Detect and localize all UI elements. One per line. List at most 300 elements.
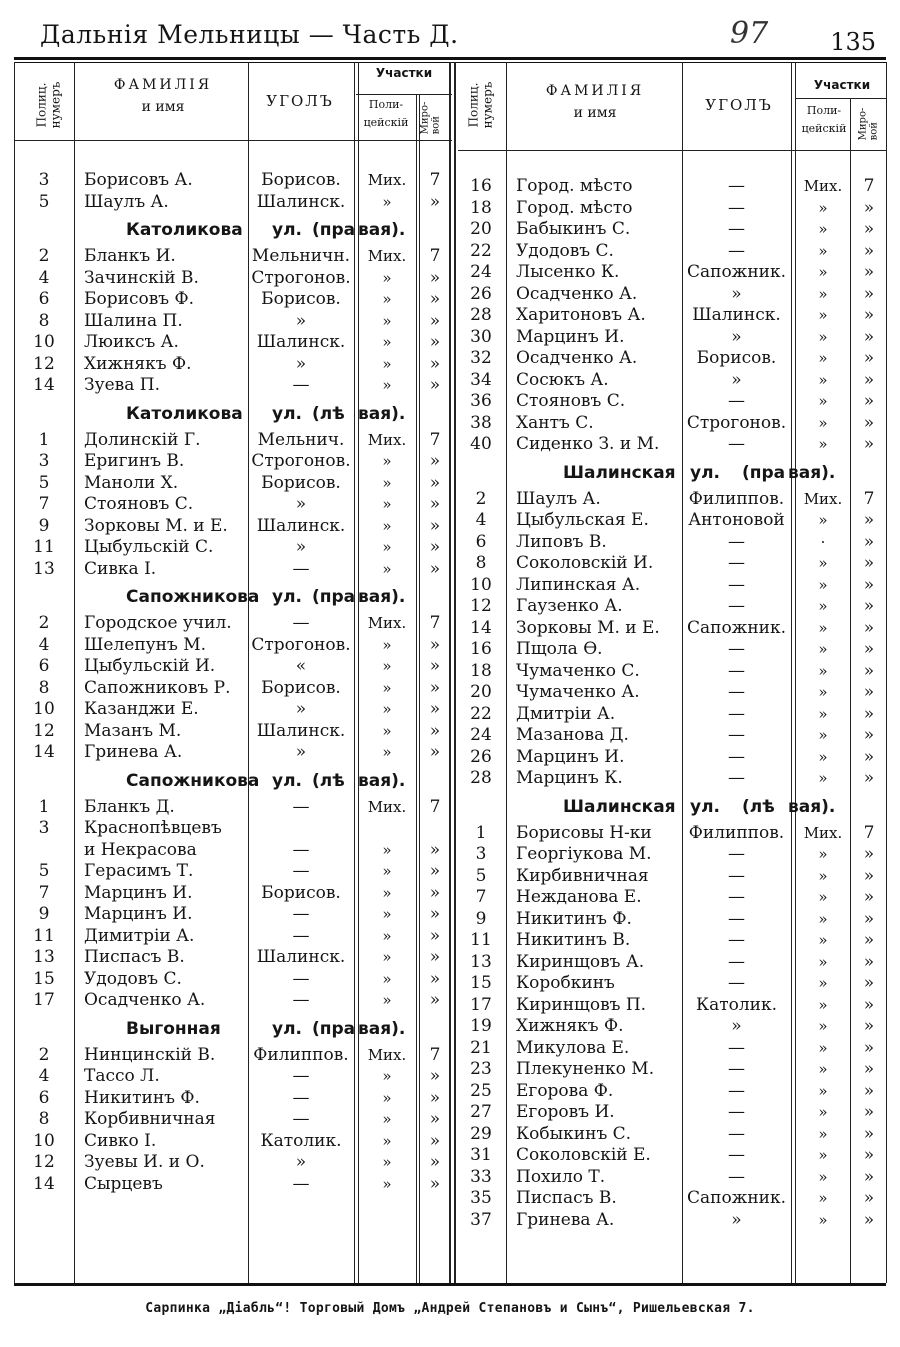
- house-number: 11: [33, 925, 55, 946]
- police-precinct: »: [382, 1174, 392, 1193]
- peace-precinct: »: [863, 703, 875, 724]
- peace-precinct: »: [429, 451, 441, 471]
- peace-precinct: »: [429, 494, 441, 514]
- corner-street: Антоновой: [688, 510, 785, 530]
- police-precinct: Мих.: [367, 247, 407, 265]
- police-precinct: »: [382, 290, 392, 308]
- police-precinct: »: [818, 747, 828, 766]
- corner-street: »: [731, 326, 742, 347]
- police-precinct: »: [818, 392, 828, 410]
- peace-precinct: »: [863, 1123, 875, 1144]
- resident-name: Город. мѣсто: [516, 176, 633, 196]
- resident-name: Марцинъ К.: [516, 768, 623, 788]
- corner-street: —: [292, 558, 310, 579]
- peace-precinct: »: [863, 412, 875, 433]
- police-precinct: »: [382, 862, 392, 880]
- house-number: 10: [33, 332, 55, 352]
- corner-street: Мельнич.: [257, 429, 345, 450]
- peace-precinct: »: [429, 742, 441, 762]
- resident-name: Сивко І.: [84, 1130, 157, 1151]
- street-heading-part: вая).: [358, 403, 406, 424]
- house-number: 8: [38, 677, 50, 698]
- street-heading-part: ул.: [690, 462, 720, 483]
- house-number: 9: [38, 515, 50, 536]
- house-number: 18: [470, 197, 492, 218]
- house-number: 1: [38, 796, 50, 817]
- resident-name: Коробкинъ: [516, 973, 615, 993]
- street-heading-part: ул.: [272, 1018, 302, 1039]
- peace-precinct: »: [429, 904, 441, 924]
- house-number: 37: [470, 1209, 492, 1230]
- header-surname-right: ФАМИЛІЯ: [545, 83, 645, 99]
- peace-precinct: »: [429, 861, 441, 881]
- peace-precinct: »: [863, 1037, 875, 1058]
- street-heading-part: (лѣ: [312, 770, 345, 791]
- resident-name: Киринщовъ П.: [516, 994, 647, 1015]
- house-number: 22: [470, 240, 492, 261]
- house-number: 34: [470, 369, 492, 390]
- peace-precinct: »: [429, 634, 441, 655]
- peace-precinct: »: [863, 1145, 875, 1165]
- resident-name: Мазанова Д.: [516, 725, 629, 745]
- resident-name: Шелепунъ М.: [84, 634, 207, 655]
- header-precincts: Участки: [375, 66, 433, 80]
- corner-street: —: [728, 725, 745, 745]
- peace-precinct: »: [863, 369, 875, 390]
- resident-name: Марцинъ И.: [516, 746, 625, 767]
- peace-precinct: »: [429, 925, 441, 946]
- street-heading-part: (лѣ: [312, 403, 345, 424]
- street-heading-part: вая).: [358, 1018, 406, 1039]
- house-number: 22: [470, 703, 492, 724]
- house-number: 6: [38, 1087, 50, 1108]
- house-number: 12: [33, 720, 55, 741]
- resident-name: Егоровъ И.: [516, 1102, 615, 1122]
- left-header-rule: [14, 140, 452, 141]
- resident-name: Нежданова Е.: [516, 887, 642, 907]
- police-precinct: »: [818, 1060, 828, 1078]
- house-number: 26: [470, 746, 492, 767]
- street-heading-part: (лѣ: [742, 796, 775, 817]
- resident-name: Марцинъ И.: [84, 904, 193, 924]
- page-title: Дальнія Мельницы — Часть Д.: [40, 20, 459, 49]
- resident-name: Гринева А.: [516, 1209, 615, 1230]
- police-precinct: »: [818, 931, 828, 949]
- house-number: 14: [33, 375, 55, 395]
- resident-name: Гаузенко А.: [516, 596, 623, 616]
- house-number: 2: [38, 613, 50, 633]
- resident-name: Шаулъ А.: [84, 191, 169, 212]
- peace-precinct: »: [863, 305, 875, 325]
- resident-name: Казанджи Е.: [84, 699, 199, 719]
- police-precinct: »: [382, 311, 392, 330]
- police-precinct: »: [818, 1081, 828, 1100]
- corner-street: —: [728, 1166, 745, 1187]
- peace-precinct: »: [863, 326, 875, 347]
- corner-street: —: [728, 660, 745, 681]
- police-precinct: »: [818, 1189, 828, 1207]
- peace-precinct: »: [863, 348, 875, 368]
- resident-name: Пщола Ѳ.: [516, 639, 603, 659]
- corner-street: —: [728, 682, 745, 702]
- police-precinct: Мих.: [367, 797, 407, 816]
- house-number: 40: [470, 434, 492, 454]
- street-heading-part: вая).: [358, 770, 406, 791]
- house-number: 38: [470, 412, 492, 433]
- police-precinct: Мих.: [803, 177, 843, 195]
- police-precinct: »: [818, 413, 828, 432]
- resident-name: Кобыкинъ С.: [516, 1123, 632, 1144]
- header-police-number-right: Полиц. нумеръ: [466, 81, 494, 129]
- corner-street: —: [292, 990, 310, 1010]
- header-police-number: Полиц. нумеръ: [34, 81, 62, 129]
- resident-name: Осадченко А.: [516, 348, 638, 368]
- police-precinct: Мих.: [367, 1045, 407, 1064]
- police-precinct: »: [818, 618, 828, 637]
- police-precinct: »: [382, 1067, 392, 1085]
- corner-street: —: [728, 951, 745, 972]
- corner-street: Борисов.: [696, 348, 777, 368]
- street-heading-part: Шалинская: [563, 796, 676, 817]
- resident-name: Цыбульская Е.: [516, 510, 649, 530]
- peace-precinct: »: [429, 310, 441, 331]
- peace-precinct: 7: [429, 429, 441, 450]
- peace-precinct: »: [863, 1166, 875, 1187]
- street-heading-part: вая).: [358, 587, 406, 607]
- police-precinct: »: [382, 268, 392, 287]
- resident-name: Марцинъ И.: [516, 326, 625, 347]
- police-precinct: »: [818, 511, 828, 529]
- resident-name: Люиксъ А.: [84, 332, 179, 352]
- peace-precinct: »: [863, 391, 875, 411]
- corner-street: —: [728, 197, 745, 218]
- police-precinct: »: [818, 995, 828, 1014]
- header-surname-sub: и имя: [141, 99, 185, 115]
- police-precinct: »: [382, 1088, 392, 1107]
- police-precinct: »: [382, 905, 392, 923]
- right-header-rule: [458, 150, 886, 151]
- police-precinct: »: [382, 883, 392, 902]
- corner-street: Филиппов.: [253, 1044, 349, 1065]
- peace-precinct: »: [429, 656, 441, 676]
- resident-name: Зорковы М. и Е.: [84, 515, 228, 536]
- house-number: 2: [38, 246, 50, 266]
- corner-street: —: [292, 796, 310, 817]
- police-precinct: »: [382, 700, 392, 718]
- resident-name: Город. мѣсто: [516, 197, 633, 218]
- house-number: 36: [470, 391, 492, 411]
- house-number: 3: [38, 451, 50, 471]
- resident-name: Долинскій Г.: [84, 429, 201, 450]
- resident-name: Соколовскій И.: [516, 553, 654, 573]
- peace-precinct: »: [429, 1066, 441, 1086]
- police-precinct: »: [818, 198, 828, 217]
- house-number: 28: [470, 305, 492, 325]
- resident-name: Плекуненко М.: [516, 1059, 655, 1079]
- police-precinct: »: [818, 974, 828, 992]
- resident-name: Никитинъ Ф.: [516, 908, 632, 929]
- house-number: 15: [33, 968, 55, 989]
- peace-precinct: »: [863, 951, 875, 972]
- peace-precinct: »: [863, 1102, 875, 1122]
- peace-precinct: »: [863, 283, 875, 304]
- house-number: 31: [470, 1145, 492, 1165]
- peace-precinct: »: [863, 553, 875, 573]
- peace-precinct: »: [429, 1109, 441, 1129]
- resident-name: Шалина П.: [84, 310, 183, 331]
- handwritten-mark: 97: [730, 16, 769, 51]
- house-number: 6: [38, 289, 50, 309]
- corner-street: Строгонов.: [251, 451, 351, 471]
- resident-name: Хантъ С.: [516, 412, 594, 433]
- resident-name: Чумаченко С.: [516, 660, 640, 681]
- house-number: 12: [33, 353, 55, 374]
- peace-precinct: »: [863, 639, 875, 659]
- resident-name: Зуевы И. и О.: [84, 1152, 205, 1172]
- house-number: 10: [33, 699, 55, 719]
- peace-precinct: »: [863, 973, 875, 993]
- police-precinct: »: [818, 1038, 828, 1057]
- top-rule: [14, 57, 886, 60]
- corner-street: »: [295, 310, 307, 331]
- house-number: 3: [475, 844, 487, 864]
- corner-street: Борисов.: [261, 289, 341, 309]
- peace-precinct: »: [429, 289, 441, 309]
- house-number: 8: [38, 310, 50, 331]
- house-number: 26: [470, 283, 492, 304]
- police-precinct: »: [382, 495, 392, 513]
- corner-street: —: [728, 240, 745, 261]
- police-precinct: »: [818, 661, 828, 680]
- header-peace-precinct-right: Миро- вой: [857, 107, 879, 141]
- rule-left-corner: [354, 62, 355, 1283]
- police-precinct: »: [818, 888, 828, 906]
- peace-precinct: »: [863, 865, 875, 886]
- peace-precinct: »: [863, 219, 875, 239]
- house-number: 21: [470, 1037, 492, 1058]
- peace-precinct: »: [863, 1209, 875, 1230]
- peace-precinct: »: [429, 1173, 441, 1194]
- police-precinct: »: [382, 743, 392, 761]
- corner-street: Борисов.: [261, 472, 341, 493]
- corner-street: »: [295, 699, 307, 719]
- peace-precinct: »: [429, 1130, 441, 1151]
- house-number: 13: [33, 947, 55, 967]
- peace-precinct: 7: [429, 1044, 441, 1065]
- house-number: 17: [33, 990, 55, 1010]
- corner-street: »: [731, 1209, 742, 1230]
- corner-street: —: [728, 1123, 745, 1144]
- resident-name: Дмитріи А.: [516, 703, 616, 724]
- peace-precinct: »: [429, 1087, 441, 1108]
- corner-street: Шалинск.: [256, 720, 346, 741]
- police-precinct: »: [382, 721, 392, 740]
- street-heading-part: ул.: [272, 403, 302, 424]
- house-number: 6: [38, 656, 50, 676]
- corner-street: »: [295, 353, 307, 374]
- police-precinct: »: [818, 1210, 828, 1229]
- street-heading-part: ул.: [690, 796, 720, 817]
- resident-name: Удодовъ С.: [516, 240, 614, 261]
- house-number: 2: [475, 488, 487, 509]
- corner-street: »: [731, 283, 742, 304]
- house-number: 24: [470, 262, 492, 282]
- police-precinct: »: [382, 354, 392, 373]
- page-header: [40, 14, 876, 58]
- corner-street: —: [728, 768, 745, 788]
- resident-name: Кирбивничная: [516, 865, 649, 886]
- street-heading-part: ул.: [272, 220, 302, 240]
- corner-street: »: [295, 494, 307, 514]
- peace-precinct: »: [429, 515, 441, 536]
- header-surname: ФАМИЛІЯ: [113, 77, 213, 93]
- corner-street: —: [728, 596, 745, 616]
- rule-left-num: [74, 62, 75, 1283]
- police-precinct: »: [818, 1017, 828, 1035]
- resident-name: Городское учил.: [84, 613, 232, 633]
- resident-name: Корбивничная: [84, 1109, 216, 1129]
- corner-street: Мельничн.: [251, 246, 351, 266]
- rule-left-pol: [416, 94, 417, 1283]
- resident-name: Борисовы Н-ки: [516, 822, 652, 843]
- police-precinct: »: [818, 597, 828, 615]
- corner-street: Сапожник.: [686, 262, 787, 282]
- resident-name: Сапожниковъ Р.: [84, 677, 231, 698]
- police-precinct: »: [382, 473, 392, 492]
- corner-street: —: [728, 1102, 745, 1122]
- house-number: 5: [38, 191, 50, 212]
- police-precinct: »: [818, 284, 828, 303]
- corner-street: Борисов.: [261, 882, 341, 903]
- house-number: 13: [470, 951, 492, 972]
- resident-name: Харитоновъ А.: [516, 305, 646, 325]
- resident-name: Георгіукова М.: [516, 844, 652, 864]
- resident-name: Липовъ В.: [516, 531, 607, 552]
- corner-street: Филиппов.: [688, 822, 785, 843]
- police-precinct: »: [382, 1153, 392, 1171]
- house-number: 4: [475, 510, 487, 530]
- peace-precinct: »: [863, 1016, 875, 1036]
- police-precinct: »: [818, 726, 828, 744]
- resident-name: и Некрасова: [84, 839, 197, 860]
- corner-street: —: [728, 434, 745, 454]
- house-number: 30: [470, 326, 492, 347]
- police-precinct: »: [382, 635, 392, 654]
- corner-street: »: [295, 537, 307, 557]
- corner-street: Шалинск.: [256, 947, 346, 967]
- corner-street: —: [292, 1087, 310, 1108]
- resident-name: Удодовъ С.: [84, 968, 182, 989]
- resident-name: Гринева А.: [84, 742, 183, 762]
- peace-precinct: 7: [863, 822, 875, 843]
- house-number: 19: [470, 1016, 492, 1036]
- resident-name: Писпасъ В.: [84, 947, 185, 967]
- street-heading-part: Сапожникова: [126, 587, 260, 607]
- corner-street: —: [728, 1059, 745, 1079]
- house-number: 7: [475, 887, 487, 907]
- peace-precinct: »: [429, 332, 441, 352]
- corner-street: »: [295, 742, 307, 762]
- peace-precinct: »: [429, 375, 441, 395]
- house-number: 16: [470, 176, 492, 196]
- resident-name: Осадченко А.: [84, 990, 206, 1010]
- corner-street: Борисов.: [261, 170, 341, 190]
- house-number: 4: [38, 267, 50, 288]
- house-number: 17: [470, 994, 492, 1015]
- corner-street: —: [728, 908, 745, 929]
- peace-precinct: »: [863, 510, 875, 530]
- peace-precinct: »: [429, 353, 441, 374]
- corner-street: —: [292, 904, 310, 924]
- police-precinct: »: [818, 1167, 828, 1186]
- police-precinct: »: [382, 678, 392, 697]
- house-number: 32: [470, 348, 492, 368]
- resident-name: Егорова Ф.: [516, 1080, 614, 1101]
- footer-advertisement: Сарпинка „Діабль“! Торговый Домъ „Андрей Степановъ и Сынъ“, Ришельевская 7.: [145, 1301, 755, 1316]
- corner-street: »: [731, 369, 742, 390]
- police-precinct: Мих.: [367, 430, 407, 449]
- corner-street: —: [728, 973, 745, 993]
- peace-precinct: »: [429, 267, 441, 288]
- police-precinct: »: [818, 575, 828, 594]
- police-precinct: »: [382, 516, 392, 535]
- house-number: 9: [38, 904, 50, 924]
- police-precinct: »: [818, 306, 828, 324]
- resident-name: Хижнякъ Ф.: [84, 353, 192, 374]
- peace-precinct: »: [429, 699, 441, 719]
- street-heading-part: (пра: [742, 462, 786, 483]
- header-precincts-right: Участки: [813, 78, 871, 92]
- house-number: 33: [470, 1166, 492, 1187]
- corner-street: —: [728, 531, 745, 552]
- police-precinct: »: [382, 926, 392, 945]
- house-number: 11: [33, 537, 55, 557]
- corner-street: Шалинск.: [256, 515, 346, 536]
- house-number: 14: [33, 1173, 55, 1194]
- resident-name: Микулова Е.: [516, 1037, 630, 1058]
- house-number: 7: [38, 494, 50, 514]
- header-corner: УГОЛЪ: [266, 92, 334, 110]
- corner-street: —: [292, 1109, 310, 1129]
- resident-name: Еригинъ В.: [84, 451, 185, 471]
- corner-street: Филиппов.: [688, 488, 785, 509]
- peace-precinct: »: [429, 558, 441, 579]
- peace-precinct: »: [863, 197, 875, 218]
- house-number: 29: [470, 1123, 492, 1144]
- resident-name: Герасимъ Т.: [84, 861, 194, 881]
- resident-name: Писпасъ В.: [516, 1188, 617, 1208]
- corner-street: Сапожник.: [686, 617, 787, 638]
- peace-precinct: »: [863, 240, 875, 261]
- street-heading-part: (пра: [312, 587, 356, 607]
- header-peace-precinct: Миро- вой: [419, 101, 441, 135]
- corner-street: —: [728, 553, 745, 573]
- police-precinct: Мих.: [803, 823, 843, 842]
- corner-street: —: [728, 1080, 745, 1101]
- resident-name: Цыбульскій И.: [84, 656, 216, 676]
- rule-right-edge: [886, 62, 887, 1283]
- peace-precinct: »: [863, 660, 875, 681]
- house-number: 8: [475, 553, 487, 573]
- resident-name: Зачинскій В.: [84, 267, 199, 288]
- peace-precinct: »: [863, 1188, 875, 1208]
- resident-name: Зуева П.: [84, 375, 160, 395]
- corner-street: Строгонов.: [251, 634, 351, 655]
- police-precinct: »: [382, 559, 392, 578]
- peace-precinct: »: [429, 720, 441, 741]
- page-number: 135: [830, 28, 876, 56]
- corner-street: Шалинск.: [692, 305, 781, 325]
